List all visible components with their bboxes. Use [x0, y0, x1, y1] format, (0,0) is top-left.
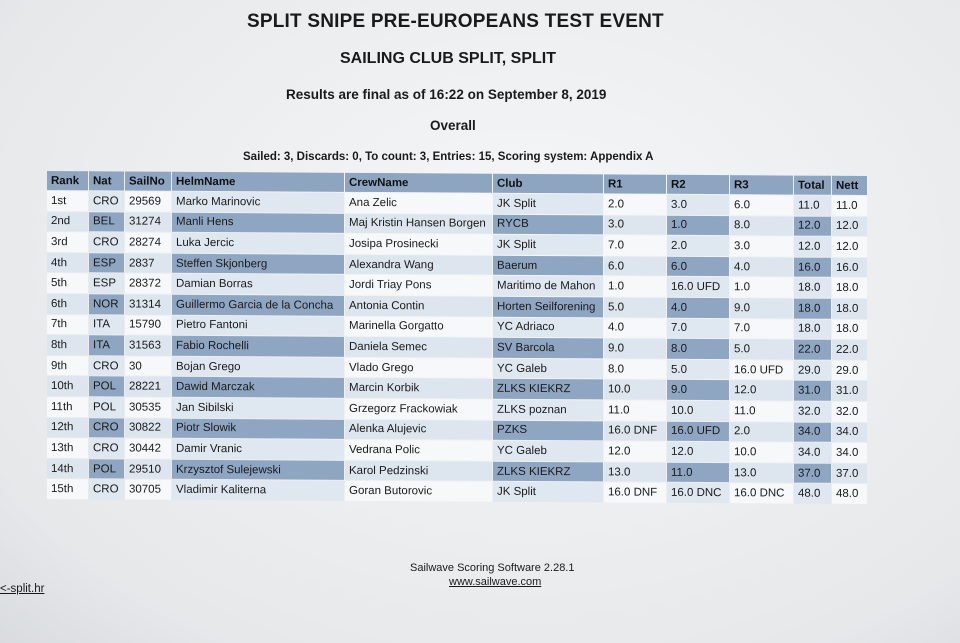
cell-sailno: 30535 — [125, 397, 171, 417]
cell-nett: 18.0 — [832, 319, 867, 339]
sailwave-link[interactable]: www.sailwave.com — [449, 576, 542, 588]
cell-nat: ESP — [89, 274, 124, 294]
cell-helm: Dawid Marczak — [172, 377, 344, 398]
cell-nat: NOR — [89, 294, 124, 314]
cell-club: RYCB — [493, 214, 603, 234]
cell-helm: Guillermo Garcia de la Concha — [172, 295, 344, 316]
col-nat: Nat — [89, 171, 124, 190]
col-crewname: CrewName — [345, 173, 492, 193]
edge-url-text: <-split.hr — [0, 583, 45, 595]
cell-crew: Maj Kristin Hansen Borgen — [345, 213, 492, 233]
cell-nett: 22.0 — [832, 340, 867, 360]
cell-nat: CRO — [89, 191, 124, 211]
cell-total: 29.0 — [794, 360, 831, 380]
cell-r3: 9.0 — [730, 298, 793, 318]
cell-sailno: 29510 — [125, 459, 171, 479]
cell-nat: POL — [89, 397, 124, 417]
cell-nat: CRO — [89, 480, 124, 500]
cell-total: 12.0 — [794, 237, 831, 257]
cell-nett: 31.0 — [832, 381, 867, 401]
cell-r3: 16.0 DNC — [730, 483, 793, 503]
cell-r3: 8.0 — [730, 216, 793, 236]
cell-rank: 5th — [47, 273, 88, 293]
cell-r2: 12.0 — [667, 442, 729, 462]
cell-r1: 7.0 — [604, 236, 666, 256]
cell-sailno: 30822 — [125, 418, 171, 438]
cell-nett: 16.0 — [832, 258, 867, 278]
cell-total: 16.0 — [794, 257, 831, 277]
cell-sailno: 30 — [125, 356, 171, 376]
cell-total: 31.0 — [794, 381, 831, 401]
cell-sailno: 30705 — [125, 480, 171, 500]
cell-nett: 48.0 — [832, 484, 867, 504]
cell-r2: 10.0 — [667, 401, 729, 421]
cell-rank: 9th — [47, 356, 88, 376]
cell-club: JK Split — [493, 482, 603, 502]
results-table — [46, 170, 868, 505]
cell-total: 18.0 — [794, 299, 831, 319]
cell-r1: 5.0 — [604, 297, 666, 317]
cell-r3: 12.0 — [730, 381, 793, 401]
cell-sailno: 31314 — [125, 294, 171, 314]
cell-club: JK Split — [493, 194, 603, 214]
cell-nat: CRO — [89, 418, 124, 438]
col-r3: R3 — [730, 175, 793, 194]
event-title: SPLIT SNIPE PRE-EUROPEANS TEST EVENT — [247, 11, 664, 32]
cell-sailno: 29569 — [125, 191, 171, 211]
cell-helm: Marko Marinovic — [172, 192, 344, 213]
cell-sailno: 28274 — [125, 233, 171, 253]
cell-r2: 2.0 — [667, 236, 729, 256]
cell-r2: 7.0 — [667, 318, 729, 338]
cell-r2: 3.0 — [667, 195, 729, 215]
cell-club: ZLKS KIEKRZ — [493, 379, 603, 399]
cell-nett: 11.0 — [832, 196, 867, 216]
cell-total: 18.0 — [794, 319, 831, 339]
cell-nat: CRO — [89, 438, 124, 458]
cell-r3: 6.0 — [730, 195, 793, 215]
cell-nett: 18.0 — [832, 278, 867, 298]
cell-r2: 8.0 — [667, 339, 729, 359]
cell-sailno: 31563 — [125, 336, 171, 356]
cell-helm: Damir Vranic — [172, 439, 344, 460]
cell-r3: 11.0 — [730, 401, 793, 421]
cell-nat: POL — [89, 459, 124, 479]
cell-r3: 1.0 — [730, 278, 793, 298]
cell-r3: 7.0 — [730, 319, 793, 339]
cell-crew: Antonia Contin — [345, 296, 492, 316]
cell-nett: 29.0 — [832, 361, 867, 381]
cell-helm: Piotr Slowik — [172, 418, 344, 439]
col-rank: Rank — [47, 171, 88, 190]
cell-club: JK Split — [493, 235, 603, 255]
cell-club: Baerum — [493, 256, 603, 276]
cell-sailno: 28221 — [125, 377, 171, 397]
col-sailno: SailNo — [125, 171, 171, 190]
cell-r3: 16.0 UFD — [730, 360, 793, 380]
cell-crew: Grzegorz Frackowiak — [345, 399, 492, 419]
cell-rank: 14th — [47, 459, 88, 479]
cell-crew: Vedrana Polic — [345, 440, 492, 460]
cell-nat: BEL — [89, 212, 124, 232]
cell-sailno: 15790 — [125, 315, 171, 335]
col-helmname: HelmName — [172, 172, 344, 192]
cell-crew: Vlado Grego — [345, 358, 492, 378]
cell-crew: Marcin Korbik — [345, 378, 492, 398]
cell-crew: Daniela Semec — [345, 337, 492, 357]
cell-r2: 11.0 — [667, 463, 729, 483]
cell-r1: 6.0 — [604, 256, 666, 276]
cell-r2: 6.0 — [667, 257, 729, 277]
cell-r3: 4.0 — [730, 257, 793, 277]
cell-rank: 11th — [47, 397, 88, 417]
cell-helm: Luka Jercic — [172, 233, 344, 254]
cell-total: 11.0 — [794, 196, 831, 216]
cell-total: 37.0 — [794, 463, 831, 483]
cell-helm: Manli Hens — [172, 212, 344, 233]
cell-club: SV Barcola — [493, 338, 603, 358]
cell-rank: 15th — [47, 479, 88, 499]
cell-nat: CRO — [89, 356, 124, 376]
cell-sailno: 30442 — [125, 439, 171, 459]
cell-helm: Fabio Rochelli — [172, 336, 344, 357]
cell-rank: 3rd — [47, 232, 88, 252]
cell-r1: 1.0 — [604, 277, 666, 297]
cell-total: 34.0 — [794, 443, 831, 463]
cell-nat: ESP — [89, 253, 124, 273]
cell-club: YC Galeb — [493, 358, 603, 378]
cell-club: YC Adriaco — [493, 317, 603, 337]
col-nett: Nett — [832, 176, 867, 195]
cell-club: Maritimo de Mahon — [493, 276, 603, 296]
cell-nett: 12.0 — [832, 216, 867, 236]
cell-nett: 12.0 — [832, 237, 867, 257]
cell-helm: Damian Borras — [172, 274, 344, 295]
cell-r2: 5.0 — [667, 360, 729, 380]
cell-helm: Vladimir Kaliterna — [172, 480, 344, 501]
col-r1: R1 — [604, 174, 666, 193]
cell-r1: 4.0 — [604, 318, 666, 338]
cell-rank: 1st — [47, 191, 88, 211]
results-body — [47, 191, 867, 504]
col-club: Club — [493, 174, 603, 194]
cell-rank: 13th — [47, 438, 88, 458]
col-r2: R2 — [667, 175, 729, 194]
cell-crew: Karol Pedzinski — [345, 461, 492, 481]
cell-r1: 11.0 — [604, 400, 666, 420]
table-row — [47, 479, 867, 504]
cell-r1: 10.0 — [604, 380, 666, 400]
cell-rank: 6th — [47, 294, 88, 314]
cell-crew: Alexandra Wang — [345, 255, 492, 275]
cell-r1: 2.0 — [604, 194, 666, 214]
col-total: Total — [794, 176, 831, 195]
cell-r1: 13.0 — [604, 462, 666, 482]
cell-helm: Jan Sibilski — [172, 398, 344, 419]
cell-nat: POL — [89, 377, 124, 397]
cell-r3: 2.0 — [730, 422, 793, 442]
section-title: Overall — [430, 118, 476, 133]
cell-rank: 8th — [47, 335, 88, 355]
cell-crew: Goran Butorovic — [345, 481, 492, 501]
software-credit: Sailwave Scoring Software 2.28.1 — [410, 562, 575, 574]
cell-r3: 13.0 — [730, 463, 793, 483]
cell-helm: Pietro Fantoni — [172, 315, 344, 336]
cell-helm: Krzysztof Sulejewski — [172, 459, 344, 480]
cell-r1: 9.0 — [604, 339, 666, 359]
cell-nat: ITA — [89, 315, 124, 335]
cell-crew: Marinella Gorgatto — [345, 316, 492, 336]
cell-sailno: 31274 — [125, 212, 171, 232]
cell-r2: 1.0 — [667, 215, 729, 235]
cell-rank: 12th — [47, 418, 88, 438]
cell-r2: 4.0 — [667, 298, 729, 318]
cell-total: 12.0 — [794, 216, 831, 236]
cell-nett: 37.0 — [832, 464, 867, 484]
cell-rank: 2nd — [47, 212, 88, 232]
cell-total: 18.0 — [794, 278, 831, 298]
cell-total: 32.0 — [794, 402, 831, 422]
cell-rank: 7th — [47, 315, 88, 335]
cell-r3: 3.0 — [730, 236, 793, 256]
cell-helm: Steffen Skjonberg — [172, 254, 344, 275]
cell-total: 48.0 — [794, 484, 831, 504]
cell-crew: Josipa Prosinecki — [345, 234, 492, 254]
cell-r1: 12.0 — [604, 442, 666, 462]
cell-nett: 32.0 — [832, 402, 867, 422]
cell-r3: 10.0 — [730, 442, 793, 462]
cell-sailno: 28372 — [125, 274, 171, 294]
club-title: SAILING CLUB SPLIT, SPLIT — [340, 50, 557, 67]
cell-r1: 16.0 DNF — [604, 483, 666, 503]
cell-rank: 4th — [47, 253, 88, 273]
cell-rank: 10th — [47, 376, 88, 396]
cell-club: Horten Seilforening — [493, 297, 603, 317]
cell-helm: Bojan Grego — [172, 357, 344, 378]
cell-nett: 18.0 — [832, 299, 867, 319]
cell-crew: Ana Zelic — [345, 193, 492, 213]
summary-line: Sailed: 3, Discards: 0, To count: 3, Entries: 15, Scoring system: Appendix A — [243, 151, 654, 163]
cell-club: ZLKS KIEKRZ — [493, 461, 603, 481]
cell-club: YC Galeb — [493, 441, 603, 461]
cell-crew: Alenka Alujevic — [345, 419, 492, 439]
cell-r2: 16.0 UFD — [667, 421, 729, 441]
cell-r1: 3.0 — [604, 215, 666, 235]
cell-sailno: 2837 — [125, 253, 171, 273]
cell-r2: 16.0 DNC — [667, 483, 729, 503]
cell-total: 34.0 — [794, 422, 831, 442]
cell-r2: 16.0 UFD — [667, 277, 729, 297]
cell-r3: 5.0 — [730, 339, 793, 359]
cell-nat: CRO — [89, 232, 124, 252]
cell-r1: 16.0 DNF — [604, 421, 666, 441]
cell-r1: 8.0 — [604, 359, 666, 379]
cell-r2: 9.0 — [667, 380, 729, 400]
cell-total: 22.0 — [794, 340, 831, 360]
cell-nat: ITA — [89, 335, 124, 355]
cell-club: PZKS — [493, 420, 603, 440]
cell-club: ZLKS poznan — [493, 400, 603, 420]
cell-nett: 34.0 — [832, 422, 867, 442]
results-status: Results are final as of 16:22 on September 8, 2019 — [286, 87, 607, 102]
cell-nett: 34.0 — [832, 443, 867, 463]
cell-crew: Jordi Triay Pons — [345, 275, 492, 295]
